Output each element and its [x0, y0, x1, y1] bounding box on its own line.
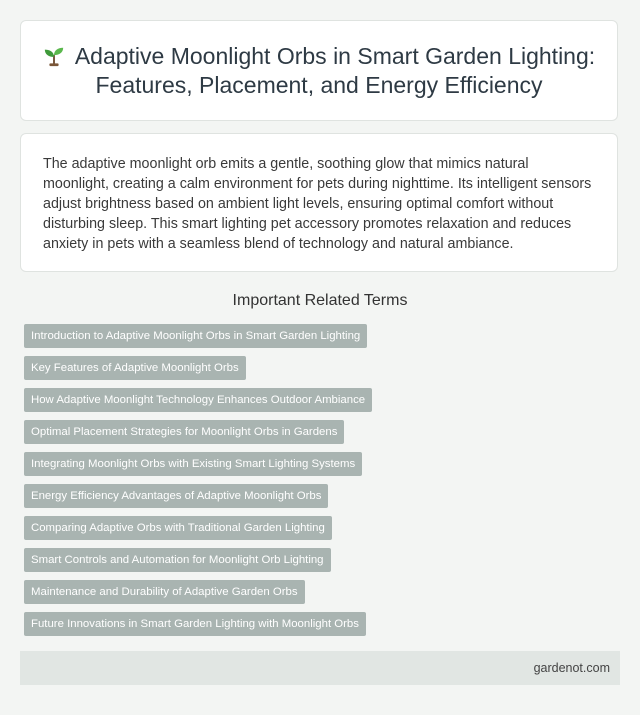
- footer: [20, 651, 620, 685]
- description-text: The adaptive moonlight orb emits a gentle, soothing glow that mimics natural moonlight, creating a calm environment for pets during nighttime. Its intelligent sensors adjust brightness based on ambient light levels, ensuring optimal comfort without disturbing sleep. This smart lighting pet accessory promotes relaxation and reduces anxiety in pets with a seamless blend of technology and natural ambiance.: [43, 156, 592, 252]
- related-terms-heading: Important Related Terms: [232, 292, 408, 309]
- related-term-tag[interactable]: Energy Efficiency Advantages of Adaptive Moonlight Orbs: [24, 484, 328, 508]
- page-title-text: Adaptive Moonlight Orbs in Smart Garden Lighting: Features, Placement, and Energy Efficiency: [74, 42, 596, 98]
- description-card: [20, 133, 618, 272]
- related-term-tag[interactable]: Smart Controls and Automation for Moonlight Orb Lighting: [24, 548, 331, 572]
- sprout-icon: [43, 45, 65, 67]
- related-term-tag[interactable]: Key Features of Adaptive Moonlight Orbs: [24, 356, 246, 380]
- page-title: [21, 42, 617, 100]
- footer-site-link[interactable]: gardenot.com: [533, 661, 610, 675]
- related-term-tag[interactable]: Comparing Adaptive Orbs with Traditional Garden Lighting: [24, 516, 332, 540]
- related-terms-list: [24, 324, 616, 644]
- related-term-tag[interactable]: Optimal Placement Strategies for Moonlight Orbs in Gardens: [24, 420, 344, 444]
- related-term-tag[interactable]: Integrating Moonlight Orbs with Existing Smart Lighting Systems: [24, 452, 362, 476]
- related-term-tag[interactable]: Maintenance and Durability of Adaptive Garden Orbs: [24, 580, 305, 604]
- related-term-tag[interactable]: Introduction to Adaptive Moonlight Orbs in Smart Garden Lighting: [24, 324, 367, 348]
- related-term-tag[interactable]: How Adaptive Moonlight Technology Enhances Outdoor Ambiance: [24, 388, 372, 412]
- title-card: [20, 20, 618, 121]
- related-term-tag[interactable]: Future Innovations in Smart Garden Lighting with Moonlight Orbs: [24, 612, 366, 636]
